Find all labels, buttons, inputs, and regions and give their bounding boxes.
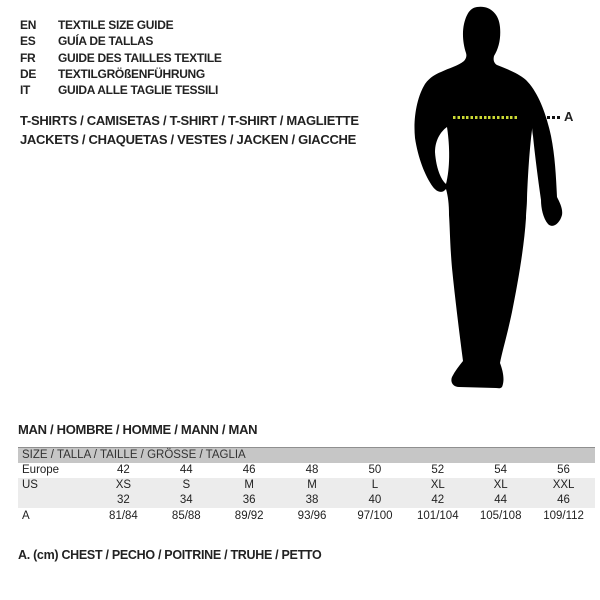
language-row [20, 17, 222, 33]
size-cell: 85/88 [171, 510, 201, 522]
language-row [20, 33, 222, 49]
size-cell: 46 [242, 464, 256, 476]
row-label [18, 493, 92, 508]
row-label: A [22, 510, 30, 522]
size-cell: 44 [179, 464, 193, 476]
size-cell: 81/84 [109, 510, 138, 522]
size-cell: XS [115, 479, 132, 491]
measure-leader-dashes [547, 116, 561, 119]
language-code: EN [20, 18, 37, 32]
size-cell: 40 [368, 494, 382, 506]
size-cell: M [244, 479, 254, 491]
size-cell: 46 [557, 494, 570, 506]
language-label: GUIDA ALLE TAGLIE TESSILI [58, 83, 219, 98]
size-cell: 52 [431, 464, 445, 476]
size-cell: 42 [117, 464, 130, 476]
size-cell: 36 [242, 494, 256, 506]
size-cell: XXL [552, 479, 575, 491]
table-row-chest-a [18, 508, 595, 524]
category-tshirts: T-SHIRTS / CAMISETAS / T-SHIRT / T-SHIRT / MAGLIETTE [20, 113, 359, 128]
row-label: US [22, 479, 38, 491]
size-cell: 34 [179, 494, 193, 506]
language-code: ES [20, 34, 36, 49]
footnote-chest: A. (cm) CHEST / PECHO / POITRINE / TRUHE / PETTO [18, 548, 322, 562]
section-title-man: MAN / HOMBRE / HOMME / MANN / MAN [18, 422, 258, 437]
table-row-us-numeric [18, 493, 595, 508]
size-cell: M [307, 479, 317, 491]
size-cell: XL [430, 479, 445, 491]
language-guide-list [20, 17, 222, 98]
size-cell: 97/100 [357, 510, 393, 522]
category-headings [20, 112, 359, 149]
row-label: Europe [22, 464, 60, 476]
language-row [20, 50, 222, 66]
size-cell: 38 [305, 494, 319, 506]
language-row [20, 66, 222, 82]
size-cell: 32 [117, 494, 130, 506]
size-table [18, 447, 595, 524]
size-cell: 44 [494, 494, 508, 506]
language-code: DE [20, 66, 37, 81]
language-label: TEXTILGRÖßENFÜHRUNG [58, 66, 205, 81]
size-cell: 48 [305, 464, 319, 476]
language-code: IT [20, 83, 31, 98]
language-label: TEXTILE SIZE GUIDE [58, 18, 174, 32]
table-row-us [18, 478, 595, 493]
size-cell: 89/92 [234, 510, 264, 522]
man-silhouette [410, 0, 570, 395]
measure-a-label: A [564, 109, 574, 124]
language-label: GUIDE DES TAILLES TEXTILE [58, 50, 222, 65]
size-table-header: SIZE / TALLA / TAILLE / GRÖSSE / TAGLIA [18, 447, 595, 463]
size-cell: L [371, 479, 379, 491]
size-cell: 93/96 [297, 510, 327, 522]
language-row [20, 82, 222, 98]
chest-measure-line [453, 116, 517, 119]
size-cell: 109/112 [543, 510, 584, 522]
man-silhouette-body [414, 7, 562, 389]
table-row-europe [18, 463, 595, 478]
size-cell: 42 [431, 494, 445, 506]
size-cell: 50 [368, 464, 382, 476]
category-jackets: JACKETS / CHAQUETAS / VESTES / JACKEN / GIACCHE [20, 131, 356, 147]
size-cell: 54 [494, 464, 508, 476]
size-cell: 105/108 [479, 510, 522, 522]
size-cell: XL [493, 479, 508, 491]
language-code: FR [20, 50, 36, 65]
language-label: GUÍA DE TALLAS [58, 34, 154, 49]
size-cell: 56 [557, 464, 570, 476]
size-cell: 101/104 [417, 510, 459, 522]
size-cell: S [182, 479, 191, 491]
